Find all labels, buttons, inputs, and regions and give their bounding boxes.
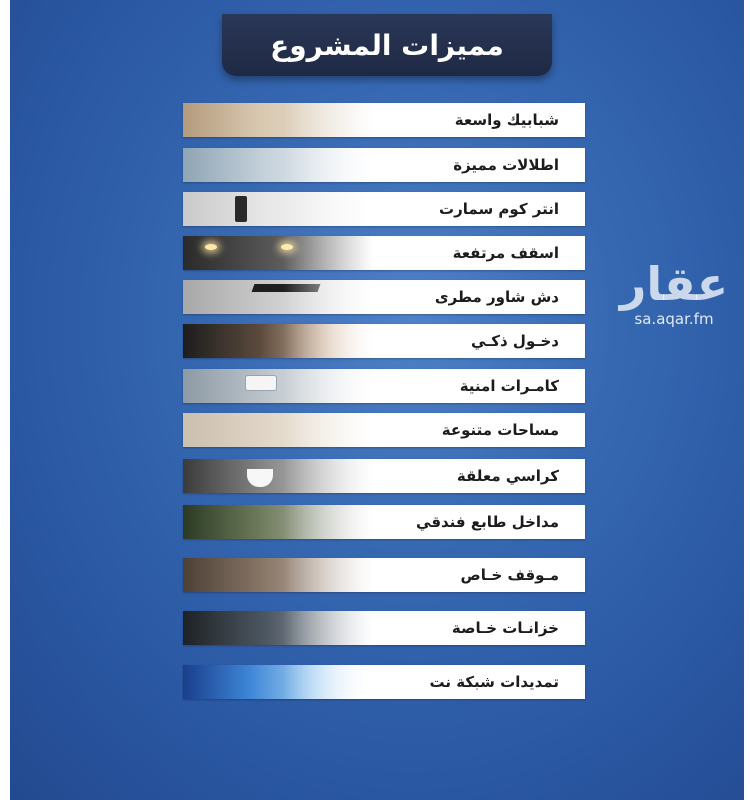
rain-shower-photo [183, 280, 373, 314]
aqar-watermark [615, 257, 733, 328]
feature-row-views [183, 148, 585, 182]
intercom-panel-icon [235, 196, 247, 222]
feature-label: انتر كوم سمارت [439, 200, 559, 218]
feature-label: اطلالات مميزة [453, 156, 559, 174]
feature-label: اسقف مرتفعة [452, 244, 559, 262]
feature-row-toilets [183, 459, 585, 493]
feature-row-hotel [183, 505, 585, 539]
feature-label: شبابيك واسعة [454, 111, 559, 129]
feature-row-parking [183, 558, 585, 592]
feature-label: دخـول ذكـي [470, 332, 559, 350]
feature-row-entry [183, 324, 585, 358]
hotel-entrance-photo [183, 505, 373, 539]
smart-intercom-photo [183, 192, 373, 226]
ceiling-light-icon [281, 244, 293, 250]
camera-icon [245, 375, 277, 391]
high-ceiling-photo [183, 236, 373, 270]
toilet-icon [247, 469, 273, 487]
feature-label: مداخل طابع فندقي [416, 513, 559, 531]
ceiling-light-icon [205, 244, 217, 250]
shower-head-icon [252, 284, 321, 292]
feature-row-spaces [183, 413, 585, 447]
feature-row-ceiling [183, 236, 585, 270]
living-space-photo [183, 413, 373, 447]
feature-row-windows [183, 103, 585, 137]
smart-entry-photo [183, 324, 373, 358]
feature-label: تمديدات شبكة نت [429, 673, 559, 691]
feature-label: كراسي معلقة [456, 467, 559, 485]
security-camera-photo [183, 369, 373, 403]
feature-row-cameras [183, 369, 585, 403]
title-banner [222, 14, 552, 76]
wide-windows-photo [183, 103, 373, 137]
feature-label: خزانـات خـاصة [451, 619, 559, 637]
watermark-logo: عقار [619, 257, 729, 311]
feature-label: دش شاور مطرى [434, 288, 559, 306]
views-photo [183, 148, 373, 182]
wall-toilet-photo [183, 459, 373, 493]
watermark-url: sa.aqar.fm [634, 310, 714, 328]
left-border [0, 0, 10, 800]
private-parking-photo [183, 558, 373, 592]
feature-row-closets [183, 611, 585, 645]
page-title: مميزات المشروع [270, 28, 504, 62]
feature-label: كامـرات امنية [459, 377, 559, 395]
fiber-network-photo [183, 665, 373, 699]
feature-row-intercom [183, 192, 585, 226]
feature-row-network [183, 665, 585, 699]
feature-label: مـوقف خـاص [460, 566, 559, 584]
private-tanks-photo [183, 611, 373, 645]
feature-label: مساحات متنوعة [441, 421, 559, 439]
right-border [744, 0, 750, 800]
feature-row-shower [183, 280, 585, 314]
